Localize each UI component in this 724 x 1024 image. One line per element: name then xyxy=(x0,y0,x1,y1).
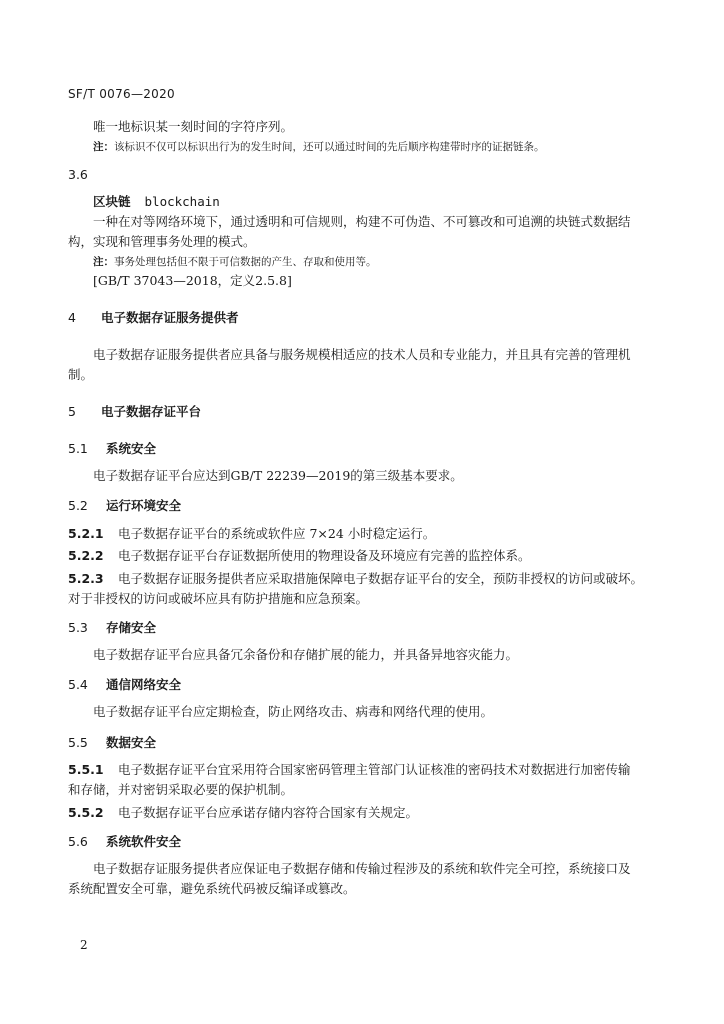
note-label: 注： xyxy=(93,141,114,153)
section-title: 电子数据存证服务提供者 xyxy=(101,310,239,325)
paragraph-line: 一种在对等网络环境下，通过透明和可信规则，构建不可伪造、不可篡改和可追溯的块链式数据结 xyxy=(93,214,631,229)
clause-line xyxy=(68,571,643,587)
section-number: 5.4 xyxy=(68,677,88,692)
clause-line xyxy=(68,762,631,778)
document-code-header: SF/T 0076—2020 xyxy=(68,87,175,101)
subsection-heading xyxy=(68,834,181,850)
note-text: 该标识不仅可以标识出行为的发生时间，还可以通过时间的先后顺序构建带时序的证据链条。 xyxy=(114,141,545,153)
note-text: 事务处理包括但不限于可信数据的产生、存取和使用等。 xyxy=(114,256,377,268)
section-number: 5.5 xyxy=(68,735,88,750)
clause-line xyxy=(68,548,531,564)
subsection-heading xyxy=(68,620,156,636)
clause-text: 电子数据存证平台宜采用符合国家密码管理主管部门认证核准的密码技术对数据进行加密传输 xyxy=(118,762,631,777)
paragraph-line: 电子数据存证平台应定期检查，防止网络攻击、病毒和网络代理的使用。 xyxy=(93,704,494,719)
reference-line: [GB/T 37043—2018，定义2.5.8] xyxy=(93,273,292,288)
term-english: blockchain xyxy=(144,194,220,209)
section-number: 5.2 xyxy=(68,498,88,513)
clause-text: 电子数据存证平台的系统或软件应 7×24 小时稳定运行。 xyxy=(118,526,436,541)
paragraph-line: 电子数据存证平台应具备冗余备份和存储扩展的能力，并具备异地容灾能力。 xyxy=(93,647,519,662)
section-heading xyxy=(68,404,201,420)
section-title: 系统软件安全 xyxy=(106,834,182,849)
clause-number: 5.5.1 xyxy=(68,762,104,777)
paragraph-line: 系统配置安全可靠，避免系统代码被反编译或篡改。 xyxy=(68,881,356,896)
paragraph-line: 构，实现和管理事务处理的模式。 xyxy=(68,234,256,249)
paragraph-line: 电子数据存证服务提供者应保证电子数据存储和传输过程涉及的系统和软件完全可控，系统接口及 xyxy=(93,861,631,876)
clause-text: 电子数据存证服务提供者应采取措施保障电子数据存证平台的安全，预防非授权的访问或破坏。 xyxy=(118,571,644,586)
clause-number: 5.5.2 xyxy=(68,805,104,820)
clause-number: 5.2.3 xyxy=(68,571,104,586)
subsection-heading xyxy=(68,735,156,751)
section-title: 系统安全 xyxy=(106,441,157,456)
subsection-heading xyxy=(68,441,156,457)
clause-line xyxy=(68,805,418,821)
clause-line xyxy=(68,526,435,542)
paragraph-line: 制。 xyxy=(68,367,94,382)
section-number: 4 xyxy=(68,310,76,325)
paragraph-line: 电子数据存证平台应达到GB/T 22239—2019的第三级基本要求。 xyxy=(93,468,463,483)
term-name: 区块链 xyxy=(93,194,131,209)
clause-number: 5.2.2 xyxy=(68,548,104,563)
clause-number: 5.2.1 xyxy=(68,526,104,541)
section-title: 存储安全 xyxy=(106,620,157,635)
note-line xyxy=(93,254,377,270)
clause-text: 电子数据存证平台应承诺存储内容符合国家有关规定。 xyxy=(118,805,419,820)
clause-text: 电子数据存证平台存证数据所使用的物理设备及环境应有完善的监控体系。 xyxy=(118,548,531,563)
section-title: 数据安全 xyxy=(106,735,157,750)
paragraph-line: 对于非授权的访问或破坏应具有防护措施和应急预案。 xyxy=(68,591,369,606)
note-label: 注： xyxy=(93,256,114,268)
note-line xyxy=(93,139,545,155)
paragraph-line: 唯一地标识某一刻时间的字符序列。 xyxy=(93,119,294,134)
section-number: 5.6 xyxy=(68,834,88,849)
section-number: 5 xyxy=(68,404,76,419)
section-number: 5.1 xyxy=(68,441,88,456)
page-number: 2 xyxy=(80,938,88,952)
section-title: 运行环境安全 xyxy=(106,498,182,513)
section-title: 通信网络安全 xyxy=(106,677,182,692)
term-heading xyxy=(93,194,220,210)
section-title: 电子数据存证平台 xyxy=(101,404,202,419)
section-number: 3.6 xyxy=(68,167,88,182)
subsection-heading xyxy=(68,677,181,693)
paragraph-line: 电子数据存证服务提供者应具备与服务规模相适应的技术人员和专业能力，并且具有完善的管理机 xyxy=(93,347,631,362)
paragraph-line: 和存储，并对密钥采取必要的保护机制。 xyxy=(68,782,294,797)
section-number: 5.3 xyxy=(68,620,88,635)
section-heading xyxy=(68,310,239,326)
subsection-heading xyxy=(68,498,181,514)
